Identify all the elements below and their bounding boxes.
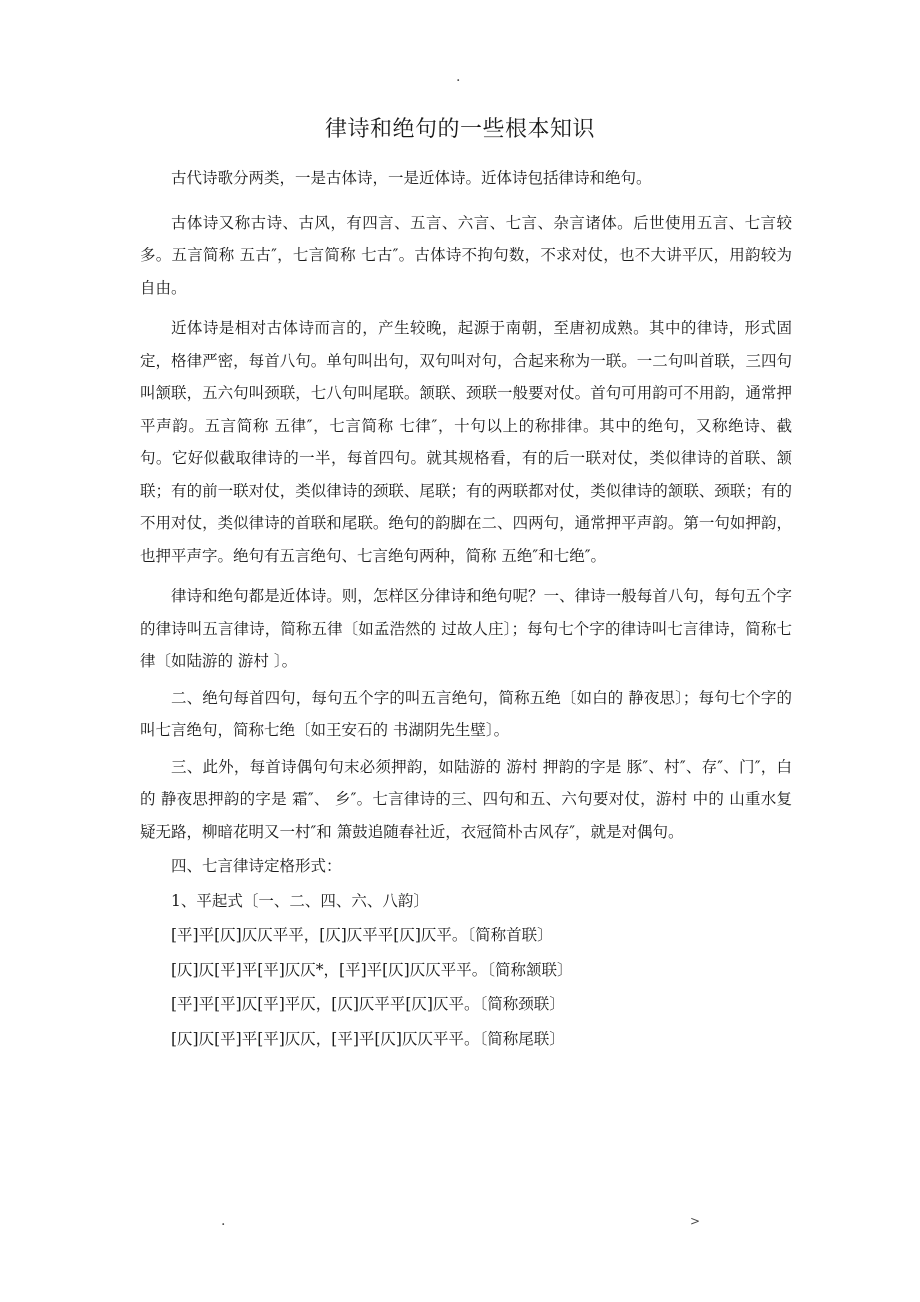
paragraph-intro: 古代诗歌分两类，一是古体诗，一是近体诗。近体诗包括律诗和绝句。 xyxy=(171,169,652,187)
tonal-pattern-line-2: [仄]仄[平]平[平]仄仄*，[平]平[仄]仄仄平平。〔简称颔联〕 xyxy=(171,960,573,979)
paragraph-heptasyllabic-form: 四、七言律诗定格形式： xyxy=(171,857,342,875)
page-title: 律诗和绝句的一些根本知识 xyxy=(324,117,595,142)
paragraph-ping-start: 1、平起式〔一、二、四、六、八韵〕 xyxy=(171,891,429,910)
footer-dot: . xyxy=(221,1213,226,1229)
tonal-pattern-line-3: [平]平[平]仄[平]平仄，[仄]仄平平[仄]仄平。〔简称颈联〕 xyxy=(171,995,565,1013)
tonal-pattern-line-4: [仄]仄[平]平[平]仄仄，[平]平[仄]仄仄平平。〔简称尾联〕 xyxy=(171,1029,565,1048)
footer-mark: > xyxy=(690,1214,701,1228)
tonal-pattern-line-1: [平]平[仄]仄仄平平，[仄]仄平平[仄]仄平。〔简称首联〕 xyxy=(171,926,553,944)
paragraph-quatrain: 二、绝句每首四句，每句五个字的叫五言绝句，简称五绝〔如白的 静夜思〕；每句七个字的叫七言绝句，简称七绝〔如王安石的 书湖阴先生壁〕。 xyxy=(140,688,792,739)
paragraph-modern-poetry: 近体诗是相对古体诗而言的，产生较晚，起源于南朝，至唐初成熟。其中的律诗，形式固定，格律严密，每首八句。单句叫出句，双句叫对句，合起来称为一联。一二句叫首联，三四句叫颔联，五六句叫颈联，七八句叫尾联。颔联、颈联一般要对仗。首句可用韵可不用韵，通常押平声韵。五言简称 五律″，七言简称 七律″，十句以上的称排律。其中的绝句，又称绝诗、截句。它好似截取律诗的一半，每首四句。就其规格看，有的后一联对仗，类似律诗的首联、颔联；有的前一联对仗，类似律诗的颈联、尾联；有的两联都对仗，类似律诗的颔联、颈联；有的不用对仗，类似律诗的首联和尾联。绝句的韵脚在二、四两句，通常押平声韵。第一句如押韵，也押平声字。绝句有五言绝句、七言绝句两种，简称 五绝″和七绝″。 xyxy=(140,319,792,565)
document-body xyxy=(140,162,792,1055)
header-dot: . xyxy=(456,69,461,85)
paragraph-distinguish-intro: 律诗和绝句都是近体诗。则，怎样区分律诗和绝句呢？一、律诗一般每首八句，每句五个字的律诗叫五言律诗，简称五律〔如孟浩然的 过故人庄〕；每句七个字的律诗叫七言律诗，简称七律〔如陆游的 游村 〕。 xyxy=(140,587,792,670)
paragraph-rhyme: 三、此外，每首诗偶句句末必须押韵，如陆游的 游村 押韵的字是 豚″、村″、存″、门″，白的 静夜思押韵的字是 霜″、 乡″。七言律诗的三、四句和五、六句要对仗，游村 中的 山重水复疑无路，柳暗花明又一村″和 箫鼓追随春社近，衣冠简朴古风存″，就是对偶句。 xyxy=(140,757,792,841)
paragraph-ancient-poetry: 古体诗又称古诗、古风，有四言、五言、六言、七言、杂言诸体。后世使用五言、七言较多。五言简称 五古″，七言简称 七古″。古体诗不拘句数，不求对仗，也不大讲平仄，用韵较为自由。 xyxy=(140,213,792,297)
